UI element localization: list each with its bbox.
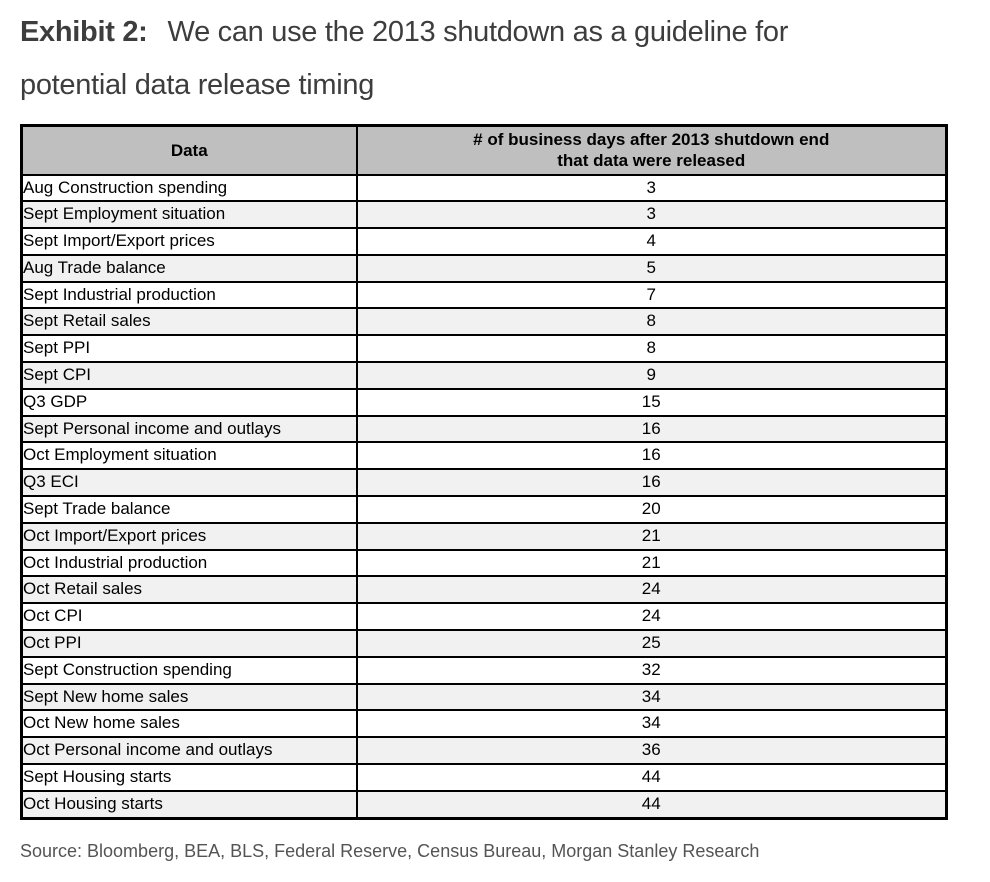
table-row [22, 603, 947, 630]
table-row [22, 335, 947, 362]
table-row [22, 576, 947, 603]
days-value-cell: 9 [357, 362, 947, 389]
exhibit-title-text-2: potential data release timing [20, 69, 375, 101]
data-label-cell: Q3 ECI [22, 469, 357, 496]
days-value-cell: 8 [357, 335, 947, 362]
days-value-cell: 20 [357, 496, 947, 523]
table-row [22, 469, 947, 496]
column-header-days-line-2: that data were released [557, 151, 746, 171]
table-row [22, 523, 947, 550]
table-row [22, 308, 947, 335]
source-note: Source: Bloomberg, BEA, BLS, Federal Reserve, Census Bureau, Morgan Stanley Research [20, 841, 760, 861]
table-row [22, 684, 947, 711]
table-row [22, 282, 947, 309]
data-label-cell: Sept Employment situation [22, 201, 357, 228]
data-label-cell: Sept Trade balance [22, 496, 357, 523]
data-label-cell: Oct Retail sales [22, 576, 357, 603]
data-label-cell: Sept New home sales [22, 684, 357, 711]
days-value-cell: 24 [357, 603, 947, 630]
table-row [22, 255, 947, 282]
days-value-cell: 25 [357, 630, 947, 657]
table-row [22, 710, 947, 737]
data-label-cell: Oct Employment situation [22, 442, 357, 469]
data-label-cell: Oct Import/Export prices [22, 523, 357, 550]
exhibit-number-label: Exhibit 2: [20, 16, 148, 48]
data-label-cell: Sept Import/Export prices [22, 228, 357, 255]
table-row [22, 630, 947, 657]
days-value-cell: 44 [357, 791, 947, 818]
days-value-cell: 44 [357, 764, 947, 791]
days-value-cell: 32 [357, 657, 947, 684]
column-header-data: Data [22, 126, 357, 175]
exhibit-title-line-2 [20, 59, 970, 112]
table-row [22, 496, 947, 523]
days-value-cell: 16 [357, 416, 947, 443]
days-value-cell: 21 [357, 550, 947, 577]
days-value-cell: 7 [357, 282, 947, 309]
exhibit-title-text-1: We can use the 2013 shutdown as a guideline for [167, 16, 789, 48]
data-label-cell: Oct Industrial production [22, 550, 357, 577]
table-row [22, 416, 947, 443]
table-row [22, 657, 947, 684]
table-header-row [22, 126, 947, 175]
data-label-cell: Aug Trade balance [22, 255, 357, 282]
data-label-cell: Q3 GDP [22, 389, 357, 416]
exhibit-title [20, 6, 970, 112]
days-value-cell: 3 [357, 201, 947, 228]
days-value-cell: 34 [357, 684, 947, 711]
data-label-cell: Sept PPI [22, 335, 357, 362]
table-row [22, 442, 947, 469]
table-row [22, 764, 947, 791]
days-value-cell: 8 [357, 308, 947, 335]
days-value-cell: 21 [357, 523, 947, 550]
table-header [22, 126, 947, 175]
data-label-cell: Sept Personal income and outlays [22, 416, 357, 443]
data-label-cell: Oct Housing starts [22, 791, 357, 818]
data-label-cell: Oct PPI [22, 630, 357, 657]
data-label-cell: Oct Personal income and outlays [22, 737, 357, 764]
release-timing-table [20, 124, 948, 820]
days-value-cell: 4 [357, 228, 947, 255]
table-row [22, 175, 947, 202]
table-row [22, 389, 947, 416]
days-value-cell: 15 [357, 389, 947, 416]
table-body [22, 175, 947, 819]
data-label-cell: Oct New home sales [22, 710, 357, 737]
data-label-cell: Oct CPI [22, 603, 357, 630]
data-label-cell: Sept CPI [22, 362, 357, 389]
table-row [22, 550, 947, 577]
data-label-cell: Aug Construction spending [22, 175, 357, 202]
exhibit-title-line-1 [20, 6, 970, 59]
days-value-cell: 34 [357, 710, 947, 737]
table-row [22, 791, 947, 818]
data-label-cell: Sept Construction spending [22, 657, 357, 684]
table-row [22, 737, 947, 764]
data-label-cell: Sept Retail sales [22, 308, 357, 335]
table-row [22, 362, 947, 389]
column-header-days [357, 126, 947, 175]
data-label-cell: Sept Industrial production [22, 282, 357, 309]
days-value-cell: 3 [357, 175, 947, 202]
days-value-cell: 16 [357, 442, 947, 469]
table-row [22, 228, 947, 255]
days-value-cell: 16 [357, 469, 947, 496]
days-value-cell: 36 [357, 737, 947, 764]
days-value-cell: 5 [357, 255, 947, 282]
column-header-days-line-1: # of business days after 2013 shutdown end [473, 130, 830, 150]
data-label-cell: Sept Housing starts [22, 764, 357, 791]
table-row [22, 201, 947, 228]
days-value-cell: 24 [357, 576, 947, 603]
